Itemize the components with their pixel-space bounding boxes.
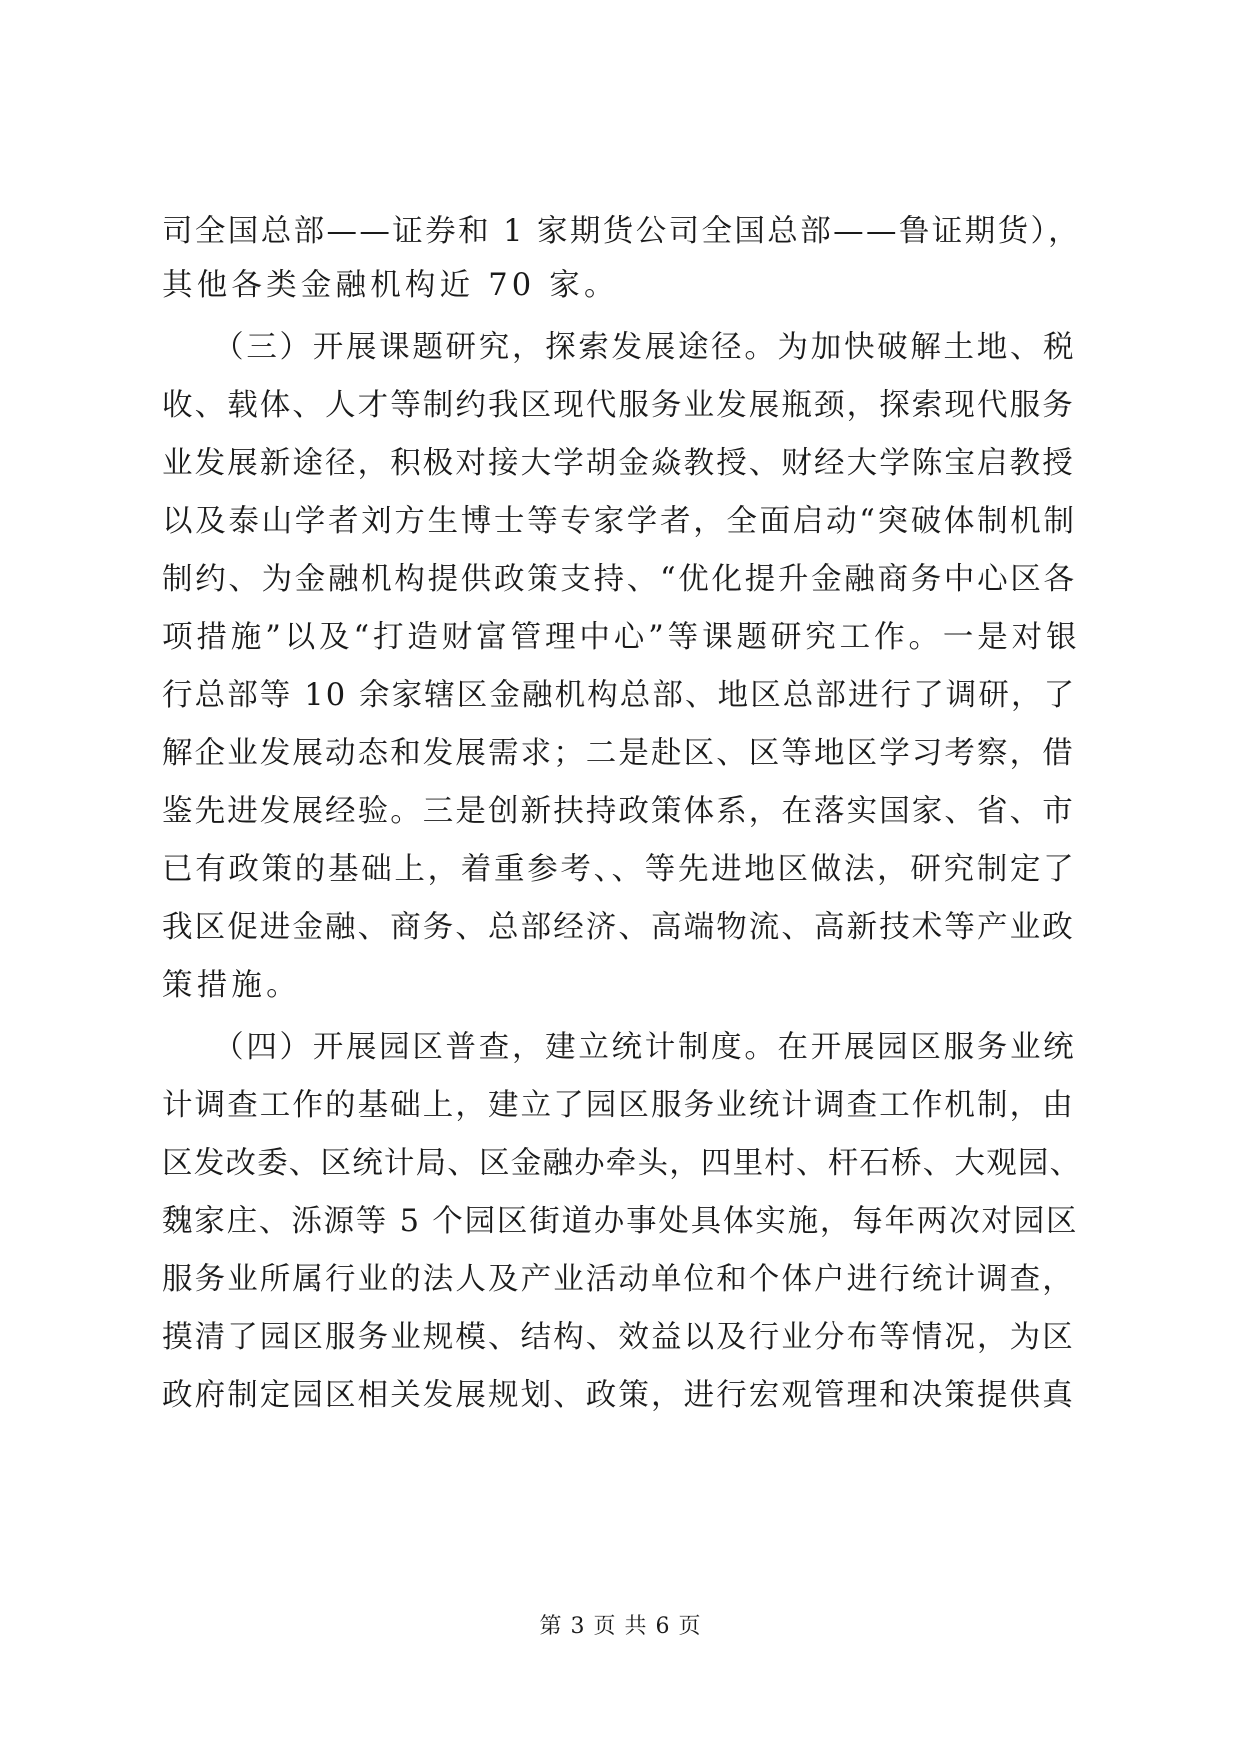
paragraph-heading-line: （三）开展课题研究，探索发展途径。为加快破解土地、税 [162,330,1077,365]
text-line: 计调查工作的基础上，建立了园区服务业统计调查工作机制，由 [162,1088,1075,1123]
text-line: 制约、为金融机构提供政策支持、“优化提升金融商务中心区各 [162,562,1077,597]
page-number-footer: 第 3 页 共 6 页 [539,1614,702,1639]
text-line: 收、载体、人才等制约我区现代服务业发展瓶颈，探索现代服务 [162,388,1075,423]
text-line: 行总部等 10 余家辖区金融机构总部、地区总部进行了调研，了 [162,678,1077,713]
text-line: 服务业所属行业的法人及产业活动单位和个体户进行统计调查， [162,1262,1075,1297]
text-line: 魏家庄、泺源等 5 个园区街道办事处具体实施，每年两次对园区 [162,1204,1079,1239]
text-line: 摸清了园区服务业规模、结构、效益以及行业分布等情况，为区 [162,1320,1075,1355]
text-line: 策措施。 [162,968,301,1003]
text-line: 其他各类金融机构近 70 家。 [162,268,619,303]
text-line: 以及泰山学者刘方生博士等专家学者，全面启动“突破体制机制 [162,504,1077,539]
paragraph-heading-line: （四）开展园区普查，建立统计制度。在开展园区服务业统 [162,1030,1077,1065]
text-line: 解企业发展动态和发展需求；二是赴区、区等地区学习考察，借 [162,736,1075,771]
text-line: 业发展新途径，积极对接大学胡金焱教授、财经大学陈宝启教授 [162,446,1075,481]
text-line: 鉴先进发展经验。三是创新扶持政策体系，在落实国家、省、市 [162,794,1075,829]
text-line: 已有政策的基础上，着重参考、、等先进地区做法，研究制定了 [162,852,1077,887]
text-line: 政府制定园区相关发展规划、政策，进行宏观管理和决策提供真 [162,1378,1075,1413]
text-line: 区发改委、区统计局、区金融办牵头，四里村、杆石桥、大观园、 [162,1146,1082,1181]
text-line: 项措施”以及“打造财富管理中心”等课题研究工作。一是对银 [162,620,1081,655]
text-line: 我区促进金融、商务、总部经济、高端物流、高新技术等产业政 [162,910,1075,945]
text-line: 司全国总部——证券和 1 家期货公司全国总部——鲁证期货）， [162,214,1082,249]
